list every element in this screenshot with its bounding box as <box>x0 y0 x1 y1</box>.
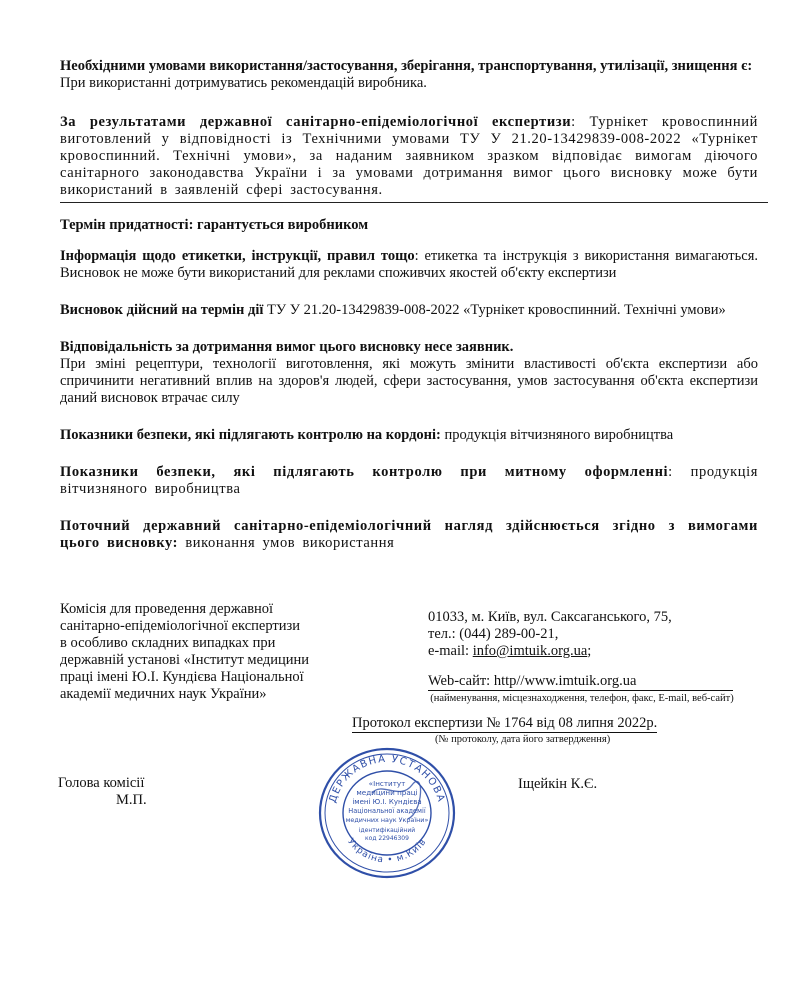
commission-line: праці імені Ю.І. Кундієва Національної <box>60 669 304 685</box>
validity-section <box>60 302 758 319</box>
conclusion-body <box>60 58 758 552</box>
customs-section <box>60 464 758 498</box>
email-line <box>428 643 758 660</box>
stamp-line: імені Ю.І. Кундієва <box>352 798 422 806</box>
border-text: продукція вітчизняного виробництва <box>440 427 674 443</box>
responsibility-section: Відповідальність за дотримання вимог цього висновку несе заявник. При зміні рецептури, технології виготовлення, які можуть змінити властивості об'єкта експертизи або спричинити негативний вплив на здоров'я людей, сфери застосування, умов застосування об'єкта експертизи даний висновок втрачає силу <box>60 339 758 406</box>
commission-line: академії медичних наук України» <box>60 686 267 702</box>
stamp-seal-icon <box>312 741 462 881</box>
address: 01033, м. Київ, вул. Саксаганського, 75, <box>428 609 672 625</box>
contacts-note: (найменування, місцезнаходження, телефон, факс, E-mail, веб-сайт) <box>430 693 734 704</box>
shelf-life-text: Термін придатності: гарантується виробником <box>60 217 369 233</box>
responsibility-title: Відповідальність за дотримання вимог цього висновку несе заявник <box>60 339 510 355</box>
label-section <box>60 248 758 282</box>
customs-text: : продукція вітчизняного виробництва <box>60 464 758 497</box>
signer-title <box>58 775 147 809</box>
stamp-ring-top: ДЕРЖАВНА УСТАНОВА <box>327 753 447 805</box>
stamp-line: Національної академії <box>348 807 426 815</box>
commission-line: санітарно-епідеміологічної експертизи <box>60 618 300 634</box>
protocol-line <box>352 715 712 733</box>
commission-line: Комісія для проведення державної <box>60 601 274 617</box>
expertise-text: : Турнікет кровоспинний виготовлений у відповідності із Технічними умовами ТУ У 21.20-13429839-008-2022 «Турнікет кровоспинний. Технічні умови», за наданим заявником зразком відповідає вимогам діючого санітарного законодавства України і за умовами дотримання вимог цього висновку може бути використаний в заявленій сфері застосування. <box>60 114 758 198</box>
expertise-title: За результатами державної санітарно-епідеміологічної експертизи <box>60 114 572 130</box>
usage-section <box>60 58 758 92</box>
seal-place: М.П. <box>116 792 147 808</box>
phone: тел.: (044) 289-00-21, <box>428 626 559 642</box>
supervision-title: Поточний державний санітарно-епідеміологічний нагляд здійснюється згідно з вимогами цього висновку: <box>60 518 758 551</box>
email-tail: ; <box>587 643 592 659</box>
label-title: Інформація щодо етикетки, інструкції, правил тощо <box>60 248 415 264</box>
stamp-line: код 22946309 <box>365 835 409 842</box>
divider <box>60 202 768 203</box>
stamp-line: ідентифікаційний <box>358 827 416 834</box>
email-label: e-mail: <box>428 643 473 659</box>
border-section <box>60 427 758 444</box>
validity-title: Висновок дійсний на термін дії <box>60 302 264 318</box>
protocol-text: Протокол експертизи № 1764 від 08 липня 2022р. <box>352 715 658 731</box>
chair-title: Голова комісії <box>58 775 145 791</box>
supervision-text: виконання умов використання <box>178 535 395 551</box>
email-link[interactable]: info@imtuik.org.ua <box>472 643 588 659</box>
commission-line: державній установі «Інститут медицини <box>60 652 310 668</box>
website-link[interactable]: Web-сайт: http//www.imtuik.org.ua <box>428 673 637 689</box>
protocol-note: (№ протоколу, дата його затвердження) <box>435 734 611 745</box>
responsibility-text: При зміні рецептури, технології виготовлення, які можуть змінити властивості об'єкта експертизи або спричинити негативний вплив на здоров'я людей, сфери застосування, умов застосування об'єкта експертизи даний висновок втрачає силу <box>60 356 758 406</box>
commission-line: в особливо складних випадках при <box>60 635 276 651</box>
signer-name: Іщейкін К.Є. <box>518 776 598 792</box>
stamp-ring-bottom: Україна • м.Київ <box>345 837 429 866</box>
usage-text: При використанні дотримуватись рекомендацій виробника. <box>60 75 427 91</box>
label-text: : етикетка та інструкція з використання вимагаються. Висновок не може бути використаний для реклами споживчих якостей об'єкту експертизи <box>60 248 758 281</box>
expertise-section <box>60 114 758 199</box>
stamp-line: «Інститут <box>368 779 406 788</box>
commission-name <box>60 601 360 703</box>
contacts <box>428 609 758 660</box>
usage-title: Необхідними умовами використання/застосування, зберігання, транспортування, утилізації, знищення є: <box>60 58 753 74</box>
validity-text: ТУ У 21.20-13429839-008-2022 «Турнікет кровоспинний. Технічні умови» <box>263 302 726 318</box>
border-title: Показники безпеки, які підлягають контролю на кордоні: <box>60 427 441 443</box>
official-stamp <box>312 741 462 881</box>
website-line <box>428 673 748 691</box>
stamp-line: медицини праці <box>356 788 418 797</box>
supervision-section <box>60 518 758 552</box>
shelf-life <box>60 217 758 234</box>
stamp-line: медичних наук України» <box>345 816 429 824</box>
customs-title: Показники безпеки, які підлягають контролю при митному оформленні <box>60 464 669 480</box>
